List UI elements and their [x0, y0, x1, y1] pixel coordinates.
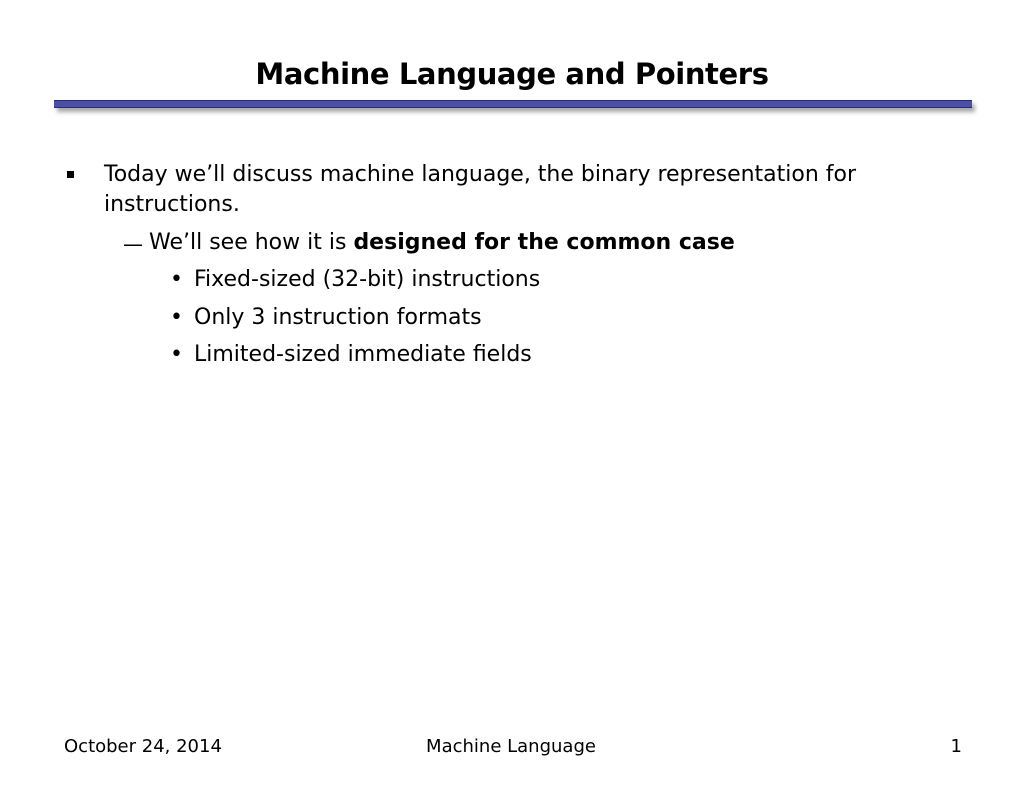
dot-bullet-icon: • [170, 267, 183, 292]
bullet-level2 [149, 228, 929, 258]
dot-bullet-icon: • [170, 342, 183, 367]
dot-bullet-icon: • [170, 305, 183, 330]
bullet-level3-text: Only 3 instruction formats [194, 305, 482, 330]
bullet-level3 [170, 265, 930, 295]
footer-date: October 24, 2014 [64, 736, 222, 757]
bullet-level2-text: We’ll see how it is [149, 230, 354, 255]
bullet-level1: Today we’ll discuss machine language, the binary representation for instructions. [104, 162, 857, 217]
title-divider [54, 100, 972, 108]
bullet-level3-text: Fixed-sized (32-bit) instructions [194, 267, 541, 292]
bullet-level3 [170, 340, 930, 370]
footer-title: Machine Language [426, 736, 596, 757]
bullet-level2-bold: designed for the common case [353, 230, 735, 255]
page-number: 1 [950, 736, 962, 757]
bullet-level3-text: Limited-sized immediate fields [194, 342, 532, 367]
dash-bullet-icon: — [123, 232, 143, 256]
slide-title: Machine Language and Pointers [255, 57, 769, 91]
square-bullet-icon [67, 171, 74, 178]
bullet-level3 [170, 303, 930, 333]
